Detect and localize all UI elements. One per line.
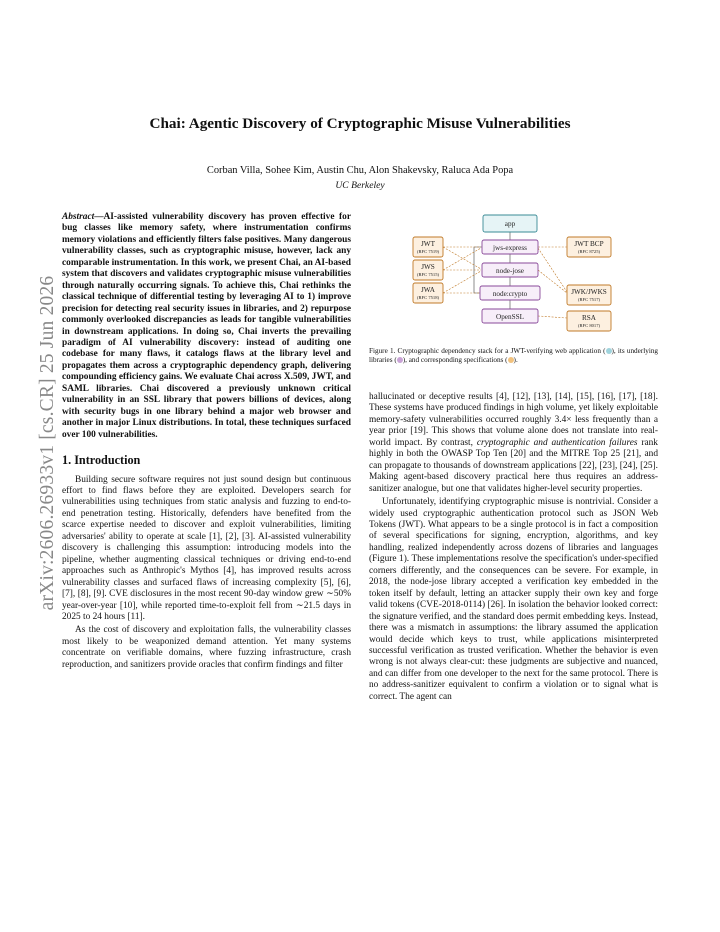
link-jwt-node-jose bbox=[443, 247, 481, 269]
arxiv-identifier: arXiv:2606.26933v1 [cs.CR] 25 Jun 2026 bbox=[37, 275, 58, 611]
link-jwa-node-jose bbox=[443, 271, 481, 293]
right-paragraph-2: Unfortunately, identifying cryptographic misuse is nontrivial. Consider a widely used cryptographic authentication protocol such as JSON Web Tokens (JWT). What appears to be a single protocol is in fact a composition of several specifications for signing, encryption, algorithms, and key handling, realized independently across dozens of libraries and languages (Figure 1). These implementations resolve the specification's under-specified corners differently, and the consequences can be severe. For example, in 2018, the node-jose library accepted a verification key embedded in the token itself by default, letting an attacker supply their own key and forge valid tokens (CVE-2018-0114) [26]. In isolation the behavior looked correct: the signature verified, and the standard does permit embedding keys. Instead, there was a mismatch in assumptions: the library assumed the application would decide which keys to trust, while applications misinterpreted successful verification as trusted verification. Whether the behavior is even wrong is not always clear-cut: these judgments are subjective and nuanced, and can differ from one developer to the next for the same protocol. There is no address-sanitizer equivalent to confirm a violation or to signal what is correct. The agent can bbox=[369, 497, 658, 702]
caption-text-4: ). bbox=[513, 356, 518, 364]
caption-text-3: ), and corresponding specifications ( bbox=[402, 356, 508, 364]
paper-title: Chai: Agentic Discovery of Cryptographic Misuse Vulnerabilities bbox=[149, 115, 571, 132]
node-node-crypto-label: node:crypto bbox=[492, 290, 528, 298]
spec-rsa-rfc: (RFC 8017) bbox=[577, 323, 601, 328]
link-jwk-node-jose bbox=[538, 270, 567, 293]
figure-caption bbox=[369, 347, 658, 365]
left-column bbox=[62, 212, 351, 673]
node-openssl bbox=[482, 309, 538, 323]
spec-rsa-label: RSA bbox=[582, 314, 596, 322]
caption-text-2: ), its underlying libraries ( bbox=[369, 347, 659, 364]
spec-jwa-rfc: (RFC 7518) bbox=[416, 295, 440, 300]
spec-jwt-bcp-label: JWT BCP bbox=[574, 240, 604, 248]
spec-jws-rfc: (RFC 7515) bbox=[416, 272, 440, 277]
abstract-lead: Abstract bbox=[62, 212, 95, 222]
right-p1-post: rank highly in both the OWASP Top Ten [20] and the MITRE Top 25 [21], and can propagate to thousands of downstream applications [22], [23], [24], [25]. Making agent-based discovery practical here thus requires an address-sanitizer analogue, but one that validates higher-level security properties. bbox=[369, 437, 658, 494]
node-jws-express bbox=[482, 240, 538, 254]
section-heading-introduction: 1. Introduction bbox=[62, 453, 141, 468]
figure-dependency-stack bbox=[369, 212, 658, 342]
affiliation: UC Berkeley bbox=[335, 180, 385, 191]
intro-paragraph-1: Building secure software requires not just sound design but continuous effort to find flaws before they are exploited. Developers search for vulnerabilities using techniques from static analysis and fuzzing to end-to-end penetration testing. Historically, defenders have benefited from the scarce expertise needed to discover and exploit vulnerabilities, limiting adversaries' ability to operate at scale [1], [2], [3]. AI-assisted vulnerability discovery is challenging this assumption: introducing models into the pipeline, whether augmenting classical techniques or driving end-to-end approaches such as Anthropic's Mythos [4], has improved results across vulnerability classes and surfaced flaws of increasing complexity [5], [6], [7], [8], [9]. CVE disclosures in the most recent 90-day window grew ∼50% year-over-year [10], while reported time-to-exploit fell from ∼21.5 days in 2025 to 24 hours [11]. bbox=[62, 474, 351, 622]
author-list: Corban Villa, Sohee Kim, Austin Chu, Alon Shakevsky, Raluca Ada Popa bbox=[206, 165, 514, 176]
node-node-jose bbox=[482, 263, 538, 277]
spec-jwt-bcp-rfc: (RFC 8725) bbox=[577, 249, 601, 254]
node-app bbox=[483, 215, 537, 232]
node-spec-jwt bbox=[413, 237, 443, 257]
node-spec-jwt-bcp bbox=[567, 237, 611, 257]
intro-paragraph-2: As the cost of discovery and exploitation falls, the vulnerability classes most likely to be weaponized demand attention. Yet many systems concentrate on verifiable domains, where fuzzing infrastructure, crash reproduction, and sanitizers provide oracles that confirm findings and filter bbox=[62, 625, 351, 670]
node-spec-jwk bbox=[567, 285, 611, 305]
right-column bbox=[369, 392, 658, 705]
link-jwk-jws-express bbox=[538, 248, 567, 292]
link-jws-jws-express bbox=[443, 248, 481, 270]
right-paragraph-1 bbox=[369, 392, 658, 495]
spec-jwt-label: JWT bbox=[421, 240, 435, 248]
right-p1-emphasis: cryptographic and authentication failures bbox=[476, 437, 638, 448]
node-spec-jwa bbox=[413, 283, 443, 303]
spec-jws-label: JWS bbox=[421, 263, 435, 271]
node-spec-rsa bbox=[567, 311, 611, 331]
node-app-label: app bbox=[504, 220, 516, 228]
spec-jwt-rfc: (RFC 7519) bbox=[416, 249, 440, 254]
node-jws-express-label: jws-express bbox=[493, 244, 527, 252]
spec-jwk-label: JWK/JWKS bbox=[571, 288, 607, 296]
node-node-jose-label: node-jose bbox=[496, 267, 524, 275]
spec-jwa-label: JWA bbox=[421, 286, 435, 294]
spec-jwk-rfc: (RFC 7517) bbox=[577, 297, 601, 302]
abstract-body: —AI-assisted vulnerability discovery has proven effective for bug classes like memory safety, where instrumentation confirms memory violations and efficiently filters false positives. Many dangerous vulnerability classes, such as cryptographic misuse, however, lack any comparable instrumentation. In this work, we present Chai, an AI-based system that discovers and validates cryptographic misuse vulnerabilities through naturally occurring signals. To achieve this, Chai rethinks the classical technique of differential testing by leveraging AI to 1) improve precision for detecting real security issues in libraries, and 2) repurpose commonly overlooked discrepancies as leads for tangible vulnerabilities in downstream applications. In doing so, Chai inverts the prevailing paradigm of AI vulnerability discovery: instead of auditing one codebase for many flaws, it catalogs flaws at the library level and propagates them across a cryptographic dependency graph, delivering compounding efficiency gains. We evaluate Chai across X.509, JWT, and SAML libraries. Chai discovered a previously unknown critical vulnerability in an SSL library that powers billions of devices, along with security bugs in one library behind a major web browser and another in major Linux distributions. In total, these techniques surfaced over 100 vulnerabilities. bbox=[62, 212, 351, 440]
node-spec-jws bbox=[413, 260, 443, 280]
right-p1-pre: hallucinated or deceptive results [4], [12], [13], [14], [15], [16], [17], [18]. These systems have produced findings in high volume, yet likely exploitable memory-safety vulnerabilities occurred roughly 3.4× less frequently than a year prior [19]. This shows that volume alone does not translate into real-world impact. By contrast, bbox=[369, 392, 658, 448]
link-rsa-openssl bbox=[538, 316, 567, 318]
node-openssl-label: OpenSSL bbox=[496, 313, 524, 321]
node-node-crypto bbox=[480, 286, 540, 300]
caption-text-1: Figure 1. Cryptographic dependency stack for a JWT-verifying web application ( bbox=[369, 347, 606, 355]
abstract bbox=[62, 212, 351, 441]
